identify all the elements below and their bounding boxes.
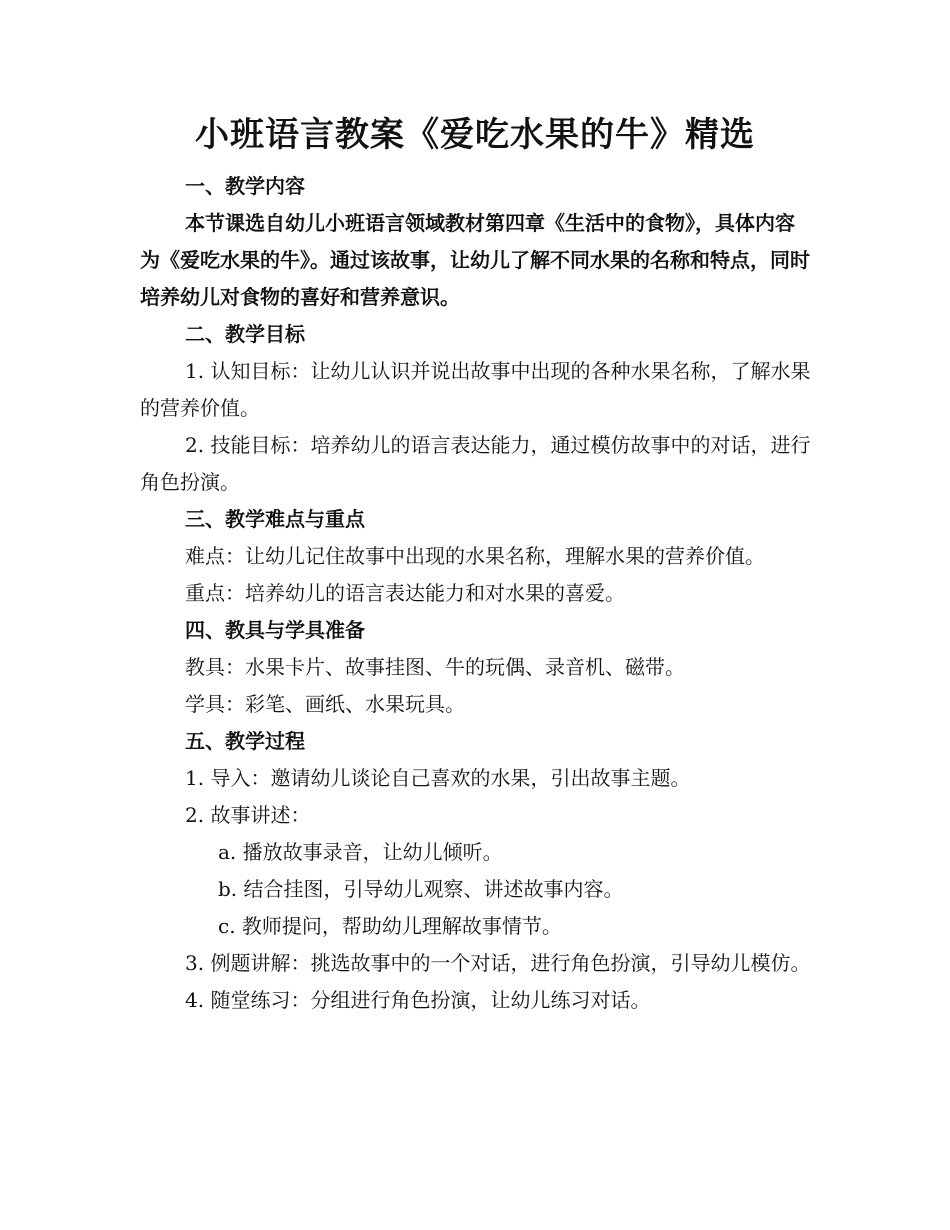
section-heading-process: 五、教学过程 bbox=[185, 729, 305, 753]
section-heading-materials: 四、教具与学具准备 bbox=[185, 618, 365, 642]
document-body bbox=[140, 168, 812, 1019]
goal-item-skill: 2. 技能目标：培养幼儿的语言表达能力，通过模仿故事中的对话，进行角色扮演。 bbox=[140, 433, 811, 494]
student-materials-text: 学具：彩笔、画纸、水果玩具。 bbox=[185, 692, 465, 716]
process-step-example: 3. 例题讲解：挑选故事中的一个对话，进行角色扮演，引导幼儿模仿。 bbox=[185, 951, 811, 975]
section-heading-difficulty-focus: 三、教学难点与重点 bbox=[185, 507, 365, 531]
goal-item-cognitive: 1. 认知目标：让幼儿认识并说出故事中出现的各种水果名称，了解水果的营养价值。 bbox=[140, 359, 811, 420]
process-step-practice: 4. 随堂练习：分组进行角色扮演，让幼儿练习对话。 bbox=[185, 988, 651, 1012]
teacher-materials-text: 教具：水果卡片、故事挂图、牛的玩偶、录音机、磁带。 bbox=[185, 655, 685, 679]
document-title: 小班语言教案《爱吃水果的牛》精选 bbox=[195, 115, 755, 155]
process-substep-a: a. 播放故事录音，让幼儿倾听。 bbox=[218, 840, 503, 864]
teaching-content-paragraph: 本节课选自幼儿小班语言领域教材第四章《生活中的食物》，具体内容为《爱吃水果的牛》。通过该故事，让幼儿了解不同水果的名称和特点，同时培养幼儿对食物的喜好和营养意识。 bbox=[140, 211, 810, 309]
focus-text: 重点：培养幼儿的语言表达能力和对水果的喜爱。 bbox=[185, 581, 625, 605]
process-step-story: 2. 故事讲述： bbox=[185, 803, 311, 827]
difficulty-text: 难点：让幼儿记住故事中出现的水果名称，理解水果的营养价值。 bbox=[185, 544, 765, 568]
section-heading-teaching-goals: 二、教学目标 bbox=[185, 322, 305, 346]
process-step-intro: 1. 导入：邀请幼儿谈论自己喜欢的水果，引出故事主题。 bbox=[185, 766, 691, 790]
process-substep-c: c. 教师提问，帮助幼儿理解故事情节。 bbox=[218, 914, 562, 938]
process-substep-b: b. 结合挂图，引导幼儿观察、讲述故事内容。 bbox=[218, 877, 624, 901]
section-heading-teaching-content: 一、教学内容 bbox=[185, 174, 305, 198]
